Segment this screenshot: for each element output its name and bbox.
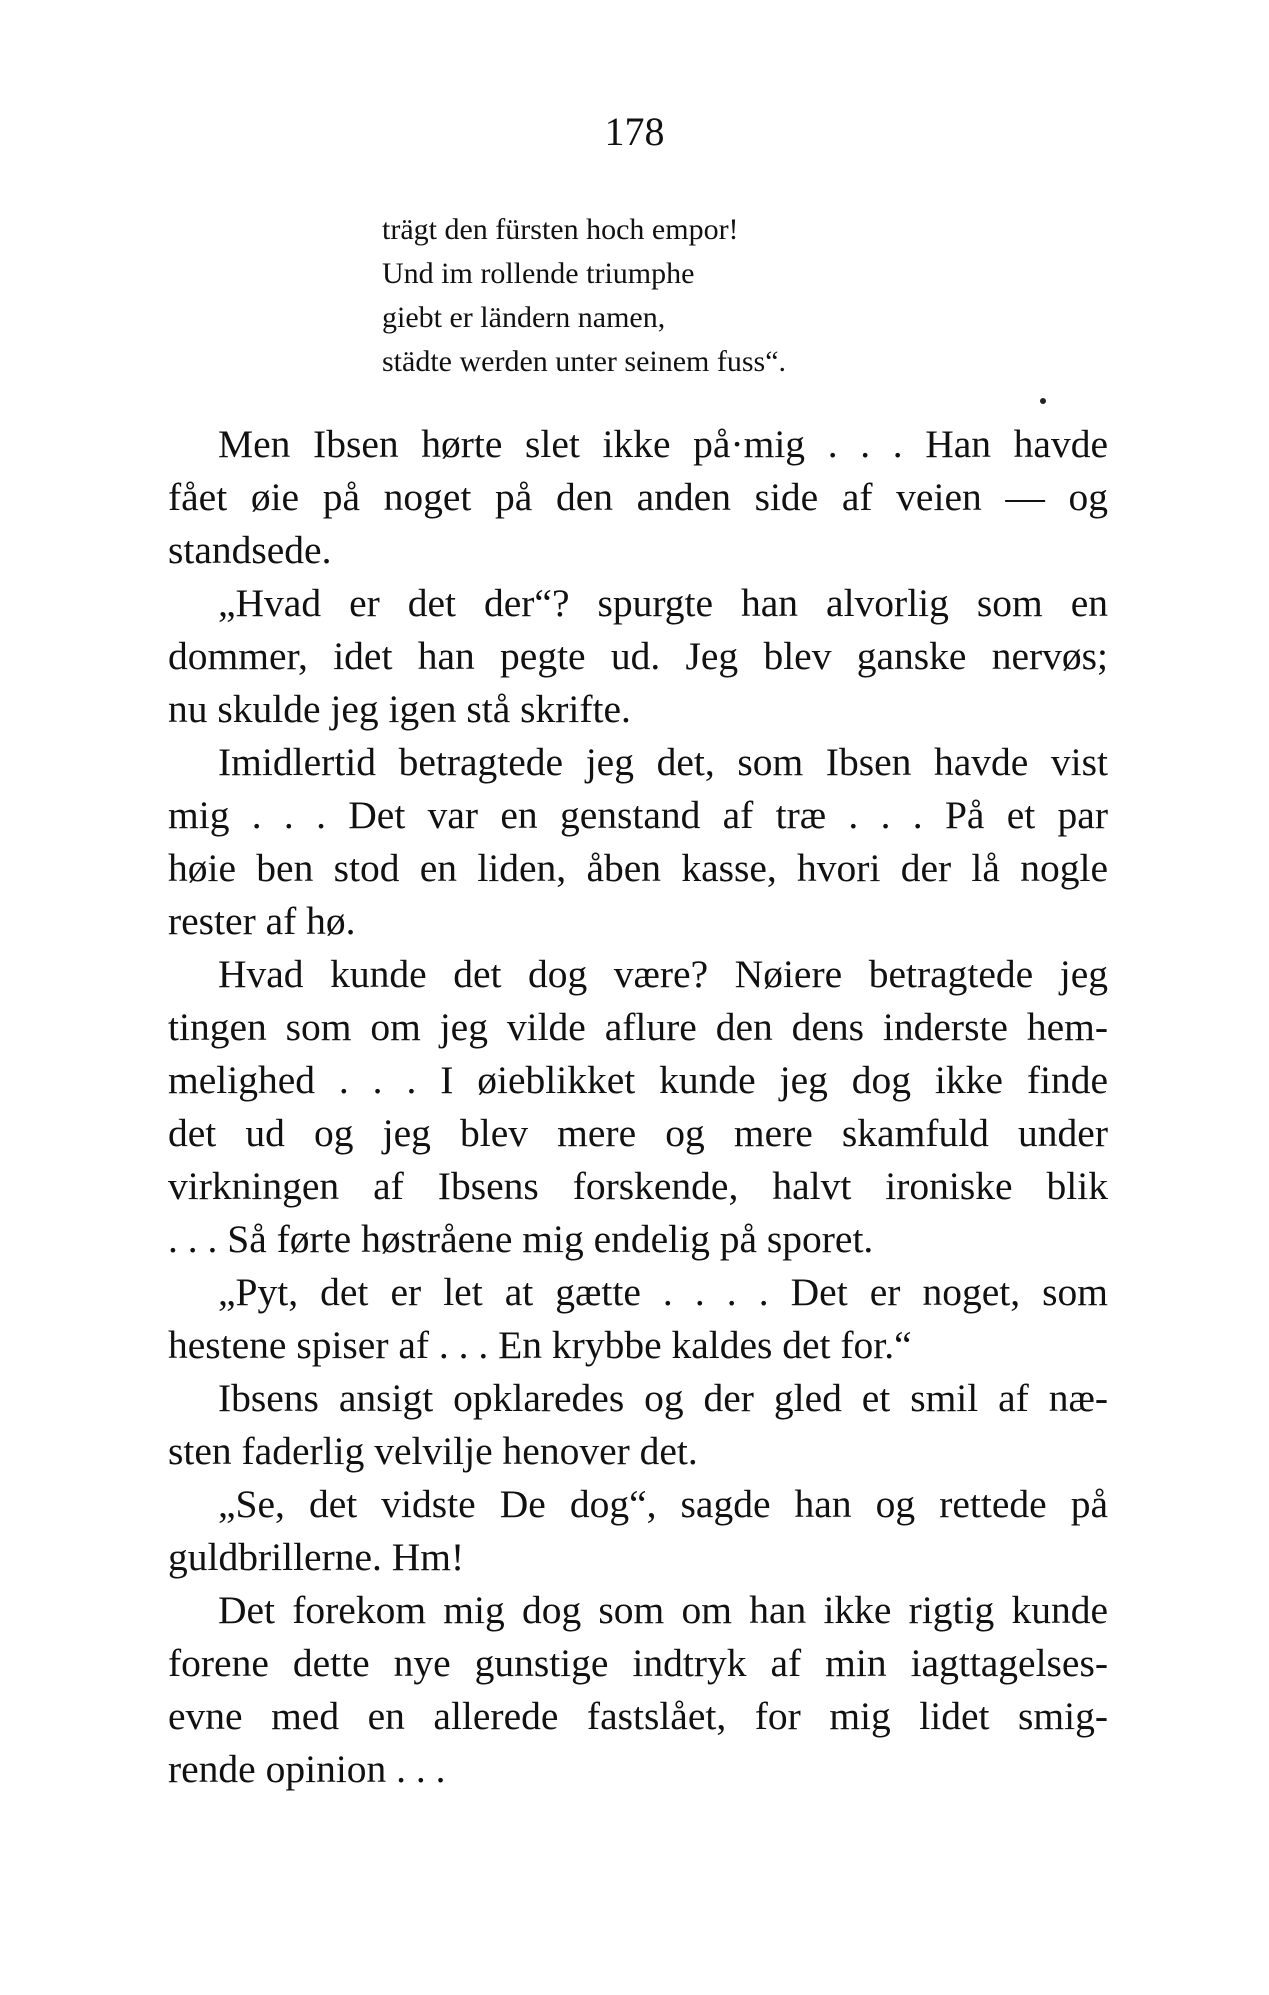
- text-line: det ud og jeg blev mere og mere skamfuld under: [168, 1111, 1108, 1155]
- text-line: Men Ibsen hørte slet ikke på·mig . . . Han havde: [218, 422, 1108, 466]
- verse-line: trägt den fürsten hoch empor!: [382, 213, 739, 246]
- verse-line: städte werden unter seinem fuss“.: [382, 345, 787, 378]
- text-line: guldbrillerne. Hm!: [168, 1535, 465, 1579]
- text-line: standsede.: [168, 528, 332, 572]
- text-line: virkningen af Ibsens forskende, halvt ironiske blik: [168, 1164, 1108, 1208]
- text-line: „Hvad er det der“? spurgte han alvorlig som en: [218, 581, 1108, 625]
- text-line: tingen som om jeg vilde aflure den dens inderste hem-: [168, 1005, 1108, 1049]
- text-line: dommer, idet han pegte ud. Jeg blev ganske nervøs;: [168, 634, 1108, 678]
- text-line: mig . . . Det var en genstand af træ . . . På et par: [168, 793, 1108, 837]
- text-line: fået øie på noget på den anden side af veien — og: [168, 475, 1108, 519]
- text-line: Imidlertid betragtede jeg det, som Ibsen havde vist: [218, 740, 1108, 784]
- text-line: melighed . . . I øieblikket kunde jeg dog ikke finde: [168, 1058, 1108, 1102]
- text-line: forene dette nye gunstige indtryk af min iagttagelses-: [168, 1641, 1108, 1685]
- text-line: „Se, det vidste De dog“, sagde han og rettede på: [218, 1482, 1108, 1526]
- body-text: [168, 418, 1108, 1796]
- text-line: . . . Så førte høstråene mig endelig på sporet.: [168, 1217, 874, 1261]
- text-line: „Pyt, det er let at gætte . . . . Det er noget, som: [218, 1270, 1108, 1314]
- verse-line: Und im rollende triumphe: [382, 257, 695, 290]
- stray-dot-mark: [1040, 398, 1046, 404]
- verse-line: giebt er ländern namen,: [382, 301, 666, 334]
- text-line: Ibsens ansigt opklaredes og der gled et smil af næ-: [218, 1376, 1108, 1420]
- text-line: høie ben stod en liden, åben kasse, hvori der lå nogle: [168, 846, 1108, 890]
- text-line: evne med en allerede fastslået, for mig lidet smig-: [168, 1694, 1108, 1738]
- text-line: Hvad kunde det dog være? Nøiere betragtede jeg: [218, 952, 1108, 996]
- text-line: sten faderlig velvilje henover det.: [168, 1429, 698, 1473]
- verse-quote: [382, 208, 982, 384]
- text-line: Det forekom mig dog som om han ikke rigtig kunde: [218, 1588, 1108, 1632]
- text-line: rester af hø.: [168, 899, 356, 943]
- text-line: nu skulde jeg igen stå skrifte.: [168, 687, 631, 731]
- text-line: hestene spiser af . . . En krybbe kaldes det for.“: [168, 1323, 912, 1367]
- page-number: 178: [604, 109, 665, 154]
- text-line: rende opinion . . .: [168, 1747, 446, 1791]
